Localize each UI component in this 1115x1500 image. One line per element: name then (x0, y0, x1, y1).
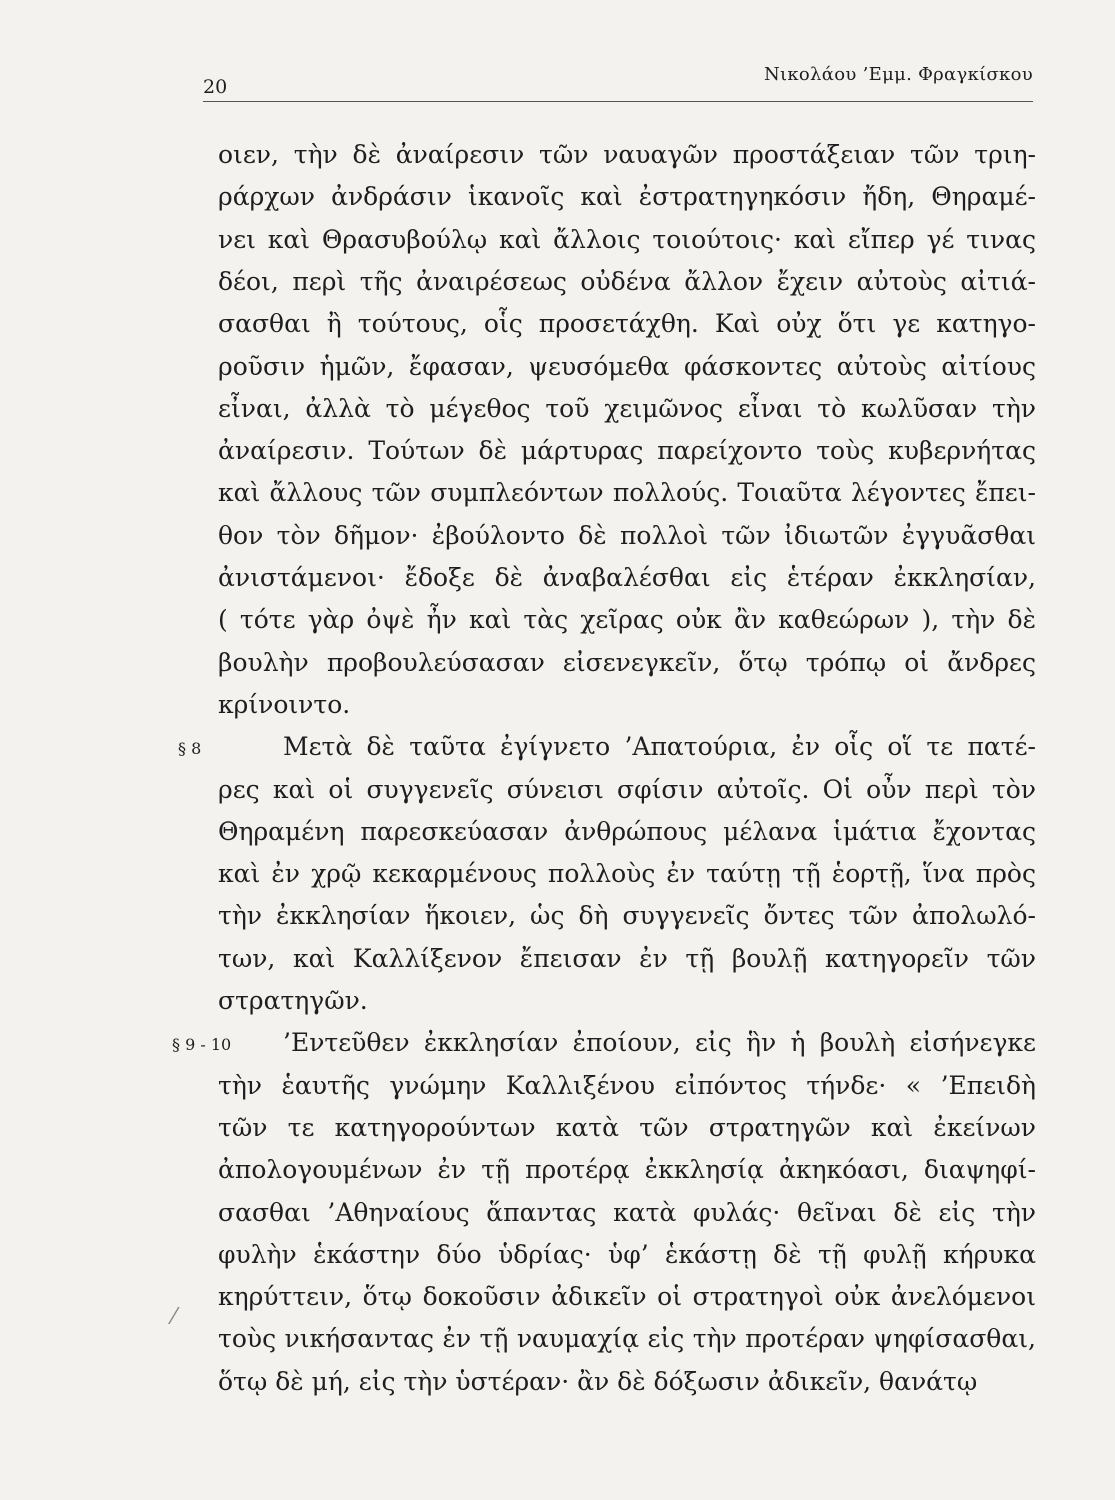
text-line: καὶ ἄλλους τῶν συμπλεόντων πολλούς. Τοιαῦτα λέγοντες ἔπει- (218, 478, 1036, 508)
text-line: δέοι, περὶ τῆς ἀναιρέσεως οὐδένα ἄλλον ἔχειν αὐτοὺς αἰτιά- (218, 266, 1036, 296)
header-rule (203, 101, 1033, 102)
page-header (203, 64, 1033, 102)
text-line: νει καὶ Θρασυβούλῳ καὶ ἄλλοις τοιούτοις· καὶ εἴπερ γέ τινας (218, 224, 1036, 254)
text-line: φυλὴν ἑκάστην δύο ὑδρίας· ὑφ’ ἑκάστῃ δὲ τῇ φυλῇ κήρυκα (218, 1239, 1036, 1269)
text-line: ὅτῳ δὲ μή, εἰς τὴν ὑστέραν· ἂν δὲ δόξωσιν ἀδικεῖν, θανάτῳ (218, 1366, 978, 1396)
text-line: οιεν, τὴν δὲ ἀναίρεσιν τῶν ναυαγῶν προστάξειαν τῶν τριη- (218, 140, 1036, 169)
text-line: καὶ ἐν χρῷ κεκαρμένους πολλοὺς ἐν ταύτῃ τῇ ἑορτῇ, ἵνα πρὸς (218, 859, 1036, 889)
text-line: ράρχων ἀνδράσιν ἱκανοῖς καὶ ἐστρατηγηκόσιν ἤδη, Θηραμέ- (218, 182, 1036, 212)
text-line: σασθαι ’Αθηναίους ἅπαντας κατὰ φυλάς· θεῖναι δὲ εἰς τὴν (218, 1197, 1036, 1227)
text-line: σασθαι ἢ τούτους, οἷς προσετάχθη. Καὶ οὐχ ὅτι γε κατηγο- (218, 309, 1036, 339)
text-line: ροῦσιν ἡμῶν, ἔφασαν, ψευσόμεθα φάσκοντες αὐτοὺς αἰτίους (218, 351, 1036, 381)
text-line: ( τότε γὰρ ὀψὲ ἦν καὶ τὰς χεῖρας οὐκ ἂν καθεώρων ), τὴν δὲ (218, 605, 1036, 635)
text-line: ’Εντεῦθεν ἐκκλησίαν ἐποίουν, εἰς ἣν ἡ βουλὴ εἰσήνεγκε (283, 1028, 1036, 1058)
text-line: θον τὸν δῆμον· ἐβούλοντο δὲ πολλοὶ τῶν ἰδιωτῶν ἐγγυᾶσθαι (218, 520, 1036, 550)
text-line: στρατηγῶν. (218, 986, 368, 1015)
text-line: κηρύττειν, ὅτῳ δοκοῦσιν ἀδικεῖν οἱ στρατηγοὶ οὐκ ἀνελόμενοι (218, 1282, 1036, 1312)
text-line: Θηραμένη παρεσκεύασαν ἀνθρώπους μέλανα ἱμάτια ἔχοντας (218, 816, 1036, 846)
margin-mark: ⁄ (172, 1305, 176, 1330)
text-line: ρες καὶ οἱ συγγενεῖς σύνεισι σφίσιν αὐτοῖς. Οἱ οὖν περὶ τὸν (218, 774, 1036, 804)
section-marker: § 8 (178, 739, 202, 759)
text-line: τῶν τε κατηγορούντων κατὰ τῶν στρατηγῶν καὶ ἐκείνων (218, 1112, 1036, 1142)
text-line: εἶναι, ἀλλὰ τὸ μέγεθος τοῦ χειμῶνος εἶναι τὸ κωλῦσαν τὴν (218, 393, 1036, 423)
text-line: ἀναίρεσιν. Τούτων δὲ μάρτυρας παρείχοντο τοὺς κυβερνήτας (218, 436, 1036, 466)
text-line: κρίνοιντο. (218, 689, 351, 719)
text-line: ἀνιστάμενοι· ἔδοξε δὲ ἀναβαλέσθαι εἰς ἑτέραν ἐκκλησίαν, (218, 563, 1036, 592)
section-marker: § 9 - 10 (172, 1035, 232, 1055)
text-line: των, καὶ Καλλίξενον ἔπεισαν ἐν τῇ βουλῇ κατηγορεῖν τῶν (218, 943, 1036, 973)
text-line: τοὺς νικήσαντας ἐν τῇ ναυμαχίᾳ εἰς τὴν προτέραν ψηφίσασθαι, (218, 1324, 1036, 1354)
text-line: ἀπολογουμένων ἐν τῇ προτέρᾳ ἐκκλησίᾳ ἀκηκόασι, διαψηφί- (218, 1155, 1036, 1185)
running-head: Νικολάου ’Εμμ. Φραγκίσκου (763, 64, 1033, 85)
text-line: τὴν ἐκκλησίαν ἥκοιεν, ὡς δὴ συγγενεῖς ὄντες τῶν ἀπολωλό- (218, 901, 1036, 931)
page-number: 20 (203, 76, 228, 98)
text-line: Μετὰ δὲ ταῦτα ἐγίγνετο ’Απατούρια, ἐν οἷς οἵ τε πατέ- (283, 732, 1036, 762)
text-line: βουλὴν προβουλεύσασαν εἰσενεγκεῖν, ὅτῳ τρόπῳ οἱ ἄνδρες (218, 647, 1036, 677)
text-line: τὴν ἑαυτῆς γνώμην Καλλιξένου εἰπόντος τήνδε· « ’Επειδὴ (218, 1070, 1036, 1100)
